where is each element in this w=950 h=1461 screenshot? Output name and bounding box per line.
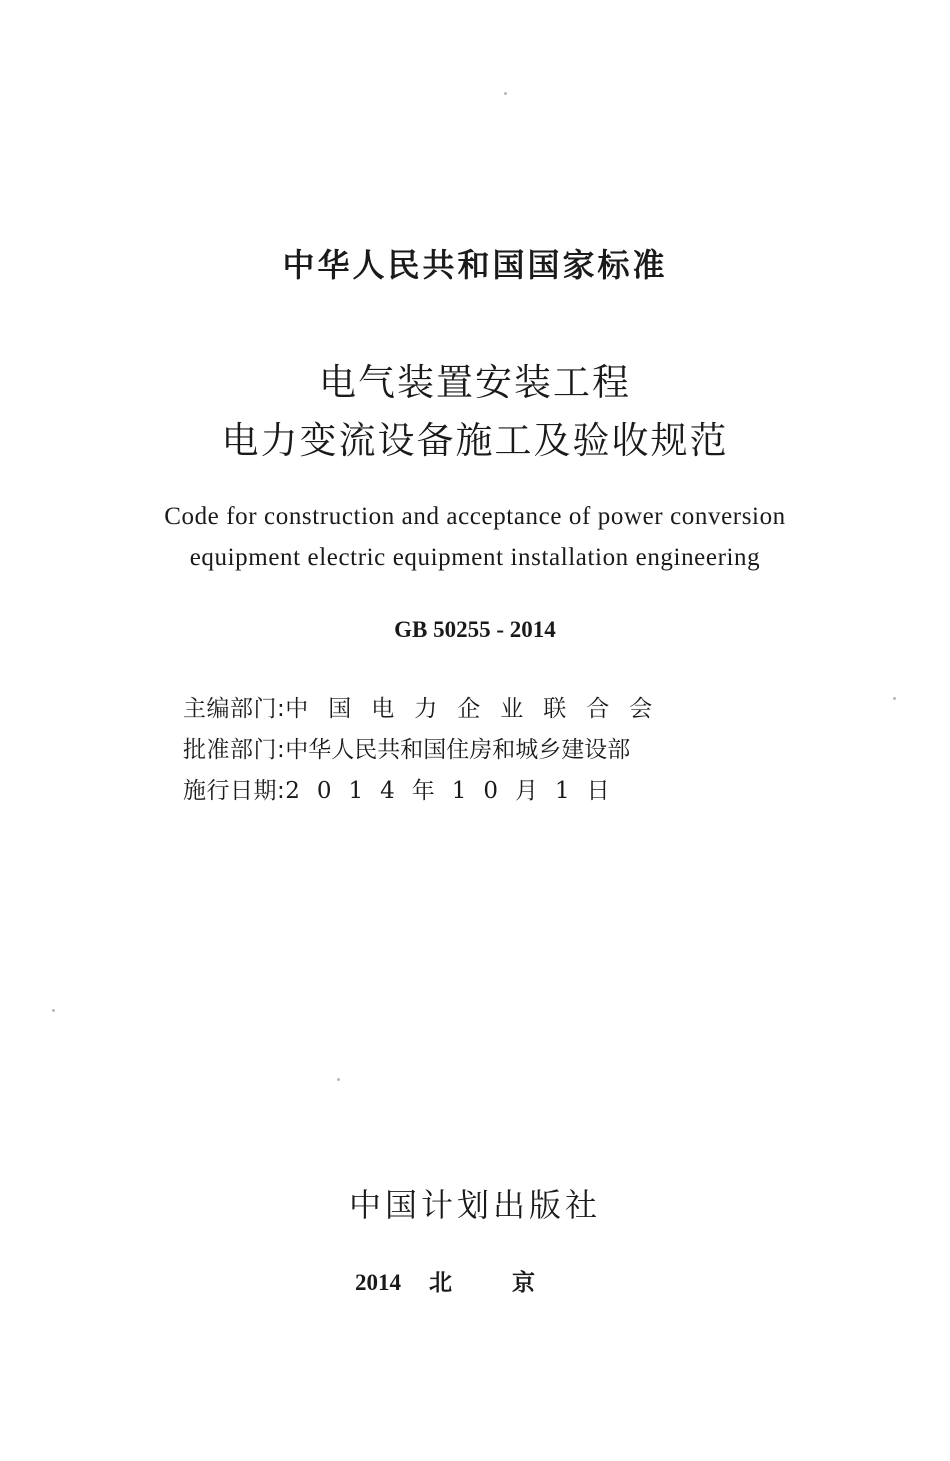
national-standard-heading: 中华人民共和国国家标准 [282, 246, 668, 284]
chief-editor-label: 主编部门: [183, 696, 286, 722]
approver-value: 中华人民共和国住房和城乡建设部 [285, 737, 631, 763]
document-title-line-1: 电气装置安装工程 [319, 361, 631, 404]
approver-label: 批准部门: [183, 737, 286, 763]
publisher-name: 中国计划出版社 [348, 1186, 601, 1224]
english-title-line-1: Code for construction and acceptance of power conversion [164, 503, 786, 530]
approver-row [183, 727, 743, 768]
chief-editor-value: 中国电力企业联合会 [285, 696, 673, 722]
publication-info [183, 686, 743, 809]
effective-date-row [183, 768, 743, 809]
standard-code: GB 50255 - 2014 [394, 617, 556, 642]
document-title-line-2: 电力变流设备施工及验收规范 [221, 419, 729, 462]
publication-footer [0, 1264, 950, 1297]
chief-editor-row [183, 686, 743, 727]
publication-city: 北京 [429, 1269, 595, 1296]
scan-speck [52, 1009, 55, 1012]
publication-year: 2014 [355, 1270, 401, 1295]
scan-speck [337, 1078, 340, 1081]
english-title-line-2: equipment electric equipment installation engineering [189, 544, 761, 571]
effective-date-value: 2014年10月1日 [285, 778, 627, 804]
effective-date-label: 施行日期: [183, 778, 286, 804]
scan-speck [504, 92, 507, 95]
scan-speck [893, 697, 896, 700]
